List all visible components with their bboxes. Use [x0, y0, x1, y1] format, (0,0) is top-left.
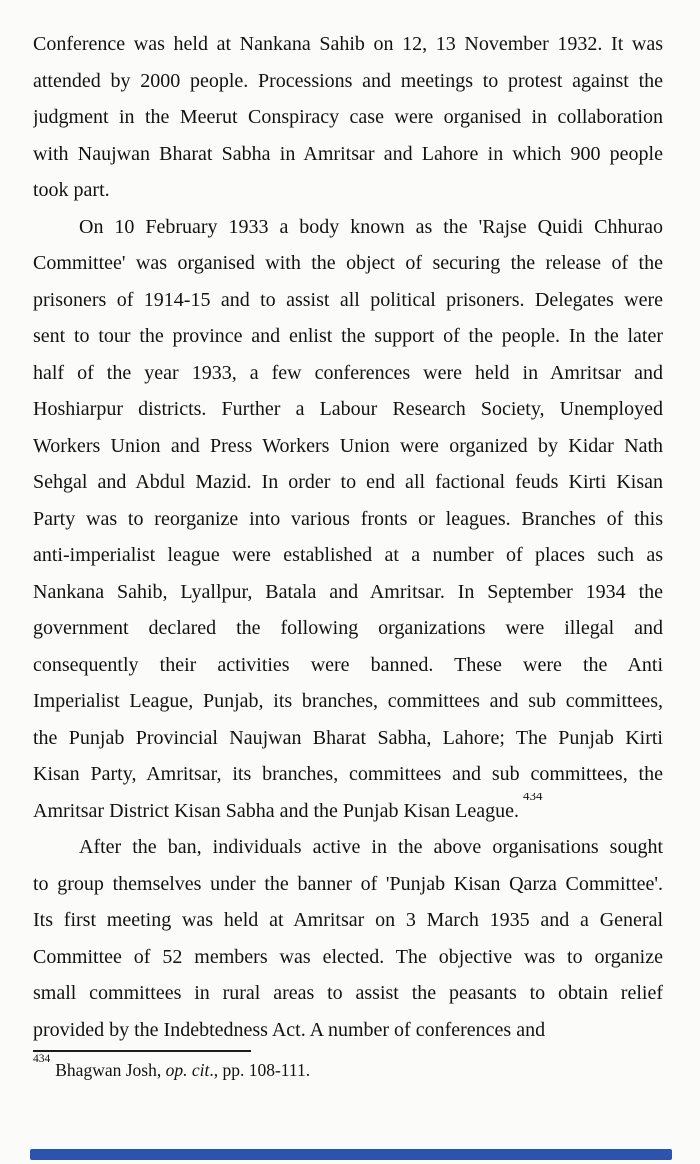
text-line: attended by 2000 people. Processions and meetings to protest against the: [33, 69, 663, 92]
footnote-citation-work: op. cit: [165, 1060, 210, 1080]
text-line: Party was to reorganize into various fronts or leagues. Branches of this: [33, 507, 663, 530]
text-line: half of the year 1933, a few conferences were held in Amritsar and: [33, 361, 663, 384]
text-line: Conference was held at Nankana Sahib on 12, 13 November 1932. It was: [33, 33, 663, 55]
text-line: consequently their activities were banned. These were the Anti: [33, 653, 663, 676]
text-line: On 10 February 1933 a body known as the 'Rajse Quidi Chhurao: [79, 215, 663, 238]
text-line: Imperialist League, Punjab, its branches, committees and sub committees,: [33, 690, 663, 712]
text-line: small committees in rural areas to assist the peasants to obtain relief: [33, 982, 663, 1004]
footnote-marker: 434: [33, 1053, 51, 1066]
text-line: Committee' was organised with the object of securing the release of the: [33, 252, 663, 274]
text-line: Workers Union and Press Workers Union were organized by Kidar Nath: [33, 434, 663, 457]
paragraph: [33, 829, 663, 1048]
text-line: After the ban, individuals active in the above organisations sought: [79, 836, 663, 858]
paragraph: [33, 209, 663, 830]
footnote-reference: 434: [523, 792, 543, 803]
text-line: with Naujwan Bharat Sabha in Amritsar and Lahore in which 900 people: [33, 142, 663, 165]
text-line: the Punjab Provincial Naujwan Bharat Sabha, Lahore; The Punjab Kirti: [33, 726, 663, 749]
footnote-citation-prefix: Bhagwan Josh,: [55, 1060, 166, 1080]
footnote-separator: [33, 1050, 251, 1052]
text-line: to group themselves under the banner of 'Punjab Kisan Qarza Committee'.: [33, 872, 663, 895]
text-line: Committee of 52 members was elected. The objective was to organize: [33, 945, 663, 968]
footnote-citation-pages: ., pp. 108-111.: [209, 1060, 311, 1080]
text-line: government declared the following organizations were illegal and: [33, 617, 663, 639]
text-line: Amritsar District Kisan Sabha and the Punjab Kisan League.$^{434}$: [33, 793, 663, 830]
text-line: prisoners of 1914-15 and to assist all political prisoners. Delegates were: [33, 288, 663, 311]
text-block: [33, 26, 663, 1048]
text-line: Sehgal and Abdul Mazid. In order to end all factional feuds Kirti Kisan: [33, 471, 663, 493]
text-line: Its first meeting was held at Amritsar on 3 March 1935 and a General: [33, 909, 663, 931]
bottom-blue-bar: [30, 1149, 672, 1160]
text-line: judgment in the Meerut Conspiracy case were organised in collaboration: [33, 106, 663, 128]
text-line: anti-imperialist league were established at a number of places such as: [33, 544, 663, 566]
text-line: Hoshiarpur districts. Further a Labour Research Society, Unemployed: [33, 398, 663, 420]
footnote-section: [33, 1050, 663, 1082]
text-line: provided by the Indebtedness Act. A number of conferences and: [33, 1018, 546, 1041]
text-line: Nankana Sahib, Lyallpur, Batala and Amritsar. In September 1934 the: [33, 580, 663, 603]
paragraph: [33, 26, 663, 209]
text-line: sent to tour the province and enlist the support of the people. In the later: [33, 325, 663, 347]
footnote-text: [33, 1053, 663, 1082]
text-line: Kisan Party, Amritsar, its branches, committees and sub committees, the: [33, 763, 663, 785]
text-line: took part.: [33, 179, 110, 201]
